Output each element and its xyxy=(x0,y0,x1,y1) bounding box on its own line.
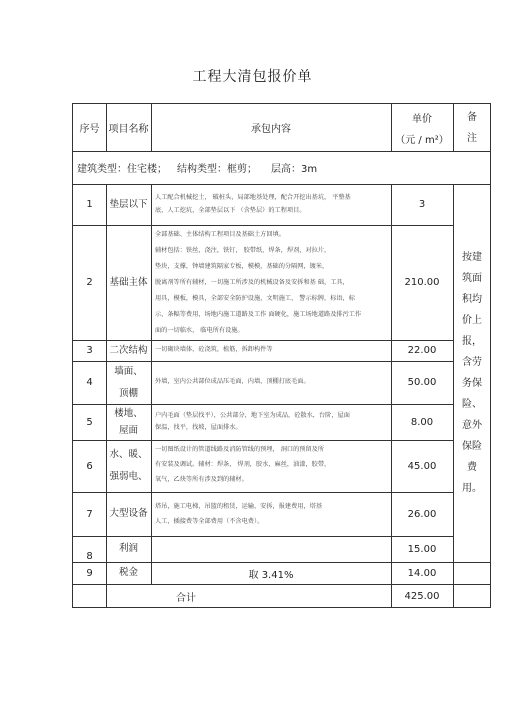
row-price: 14.00 xyxy=(407,567,437,579)
building-type: 建筑类型：住宅楼； xyxy=(77,164,167,175)
row-name: 水、暖、 强弱电、 xyxy=(109,449,148,482)
row-price: 15.00 xyxy=(407,543,437,555)
row-seq: 3 xyxy=(86,345,93,356)
header-unit-price-label: 单价 xyxy=(412,113,432,125)
row-content: 塔吊，施工电梯，吊篮的租赁，运输，安拆，报建费用，塔基 人工，插接费等全部费用（不含电费）。 xyxy=(155,503,323,525)
row-price: 210.00 xyxy=(404,277,440,288)
row-seq: 9 xyxy=(86,567,93,579)
row-content: 一切图纸设计的管道线路及消防管线的预埋， 洞口的预留及所 有安装及调试。辅材：焊条， 焊剂，胶水，麻丝，油漆，胶带， 氧气，乙炔等所有涉及到的辅材。 xyxy=(155,446,331,483)
header-item-name: 项目名称 xyxy=(108,124,149,135)
header-unit-price xyxy=(391,104,453,151)
header-remark: 备 注 xyxy=(467,111,477,144)
header-seq: 序号 xyxy=(79,124,100,135)
floors: 层高：3m xyxy=(271,164,318,175)
row-seq: 1 xyxy=(86,199,93,210)
row-content: 外墙，室内公共部位成品压毛面，内墙，顶棚打底毛面。 xyxy=(155,378,310,386)
total-value: 425.00 xyxy=(404,590,440,602)
row-content: 取 3.41% xyxy=(248,569,294,581)
row-content: 户内毛面（垫层找平），公共部分，地下室为成品，砼散水，台阶，屋面 保温，找平，找坡，屋面排水。 xyxy=(155,411,350,431)
row-price: 26.00 xyxy=(407,508,437,520)
row-seq: 6 xyxy=(86,460,93,472)
page-title: 工程大清包报价单 xyxy=(192,69,313,85)
row-seq: 4 xyxy=(86,377,93,388)
building-info xyxy=(77,151,487,184)
row-price: 45.00 xyxy=(407,460,437,472)
row-name: 垫层以下 xyxy=(109,198,148,210)
row-name: 利润 xyxy=(118,543,138,554)
row-seq: 2 xyxy=(86,277,93,288)
row-name: 墙面、 顶棚 xyxy=(114,365,143,399)
row-seq: 8 xyxy=(86,551,93,562)
row-price: 8.00 xyxy=(410,416,434,428)
row-seq: 7 xyxy=(86,508,93,520)
row-price: 22.00 xyxy=(407,345,437,356)
row-name: 楼地、 屋面 xyxy=(114,408,143,436)
row-content: 一切砌块墙体，砼浇筑，植筋，拆卸构件等 xyxy=(155,346,273,354)
row-name: 大型设备 xyxy=(109,508,148,519)
row-seq: 5 xyxy=(86,416,93,428)
header-unit: （元 / m²） xyxy=(395,134,449,146)
header-content: 承包内容 xyxy=(251,124,291,135)
quote-table xyxy=(72,103,491,608)
row-price: 3 xyxy=(418,199,426,210)
remark-text: 按建 筑面 积均 价上 报， 含劳 务保 险、 意外 保险 费 用。 xyxy=(462,252,482,494)
row-name: 二次结构 xyxy=(109,344,148,356)
row-name: 基础主体 xyxy=(109,276,148,288)
row-content: 人工配合机械挖土， 破桩头，局部地基处理，配合开挖出基坑， 平整基 底，人工挖坑，全部垫层以下 （含垫层）的工程项目。 xyxy=(155,194,351,214)
total-label: 合计 xyxy=(176,592,196,604)
structure-type: 结构类型：框剪； xyxy=(177,164,257,175)
row-name: 税金 xyxy=(118,567,138,578)
row-content: 全部基础、主体结构工程项目及基础土方回填。 辅材包括：铁丝，浇注，铁钉， 胶带纸，焊条，焊剂，对拉片， 垫块，支撑，钟墙建筑隔家专板，模模，基础的分隔网，镀米， 脱离剂等所有辅材，一切施工所涉及的机械设备及安拆和基 础，工具， 用具，模板，模具，全部安全防护设施，文明施工， 警示标牌，标语，标 示，条幅等费用，场地内施工道路及工作 面硬化，施工场地道路及排污工作 面的一切临水， 临电所有设施。 xyxy=(155,230,362,334)
row-price: 50.00 xyxy=(407,377,437,388)
